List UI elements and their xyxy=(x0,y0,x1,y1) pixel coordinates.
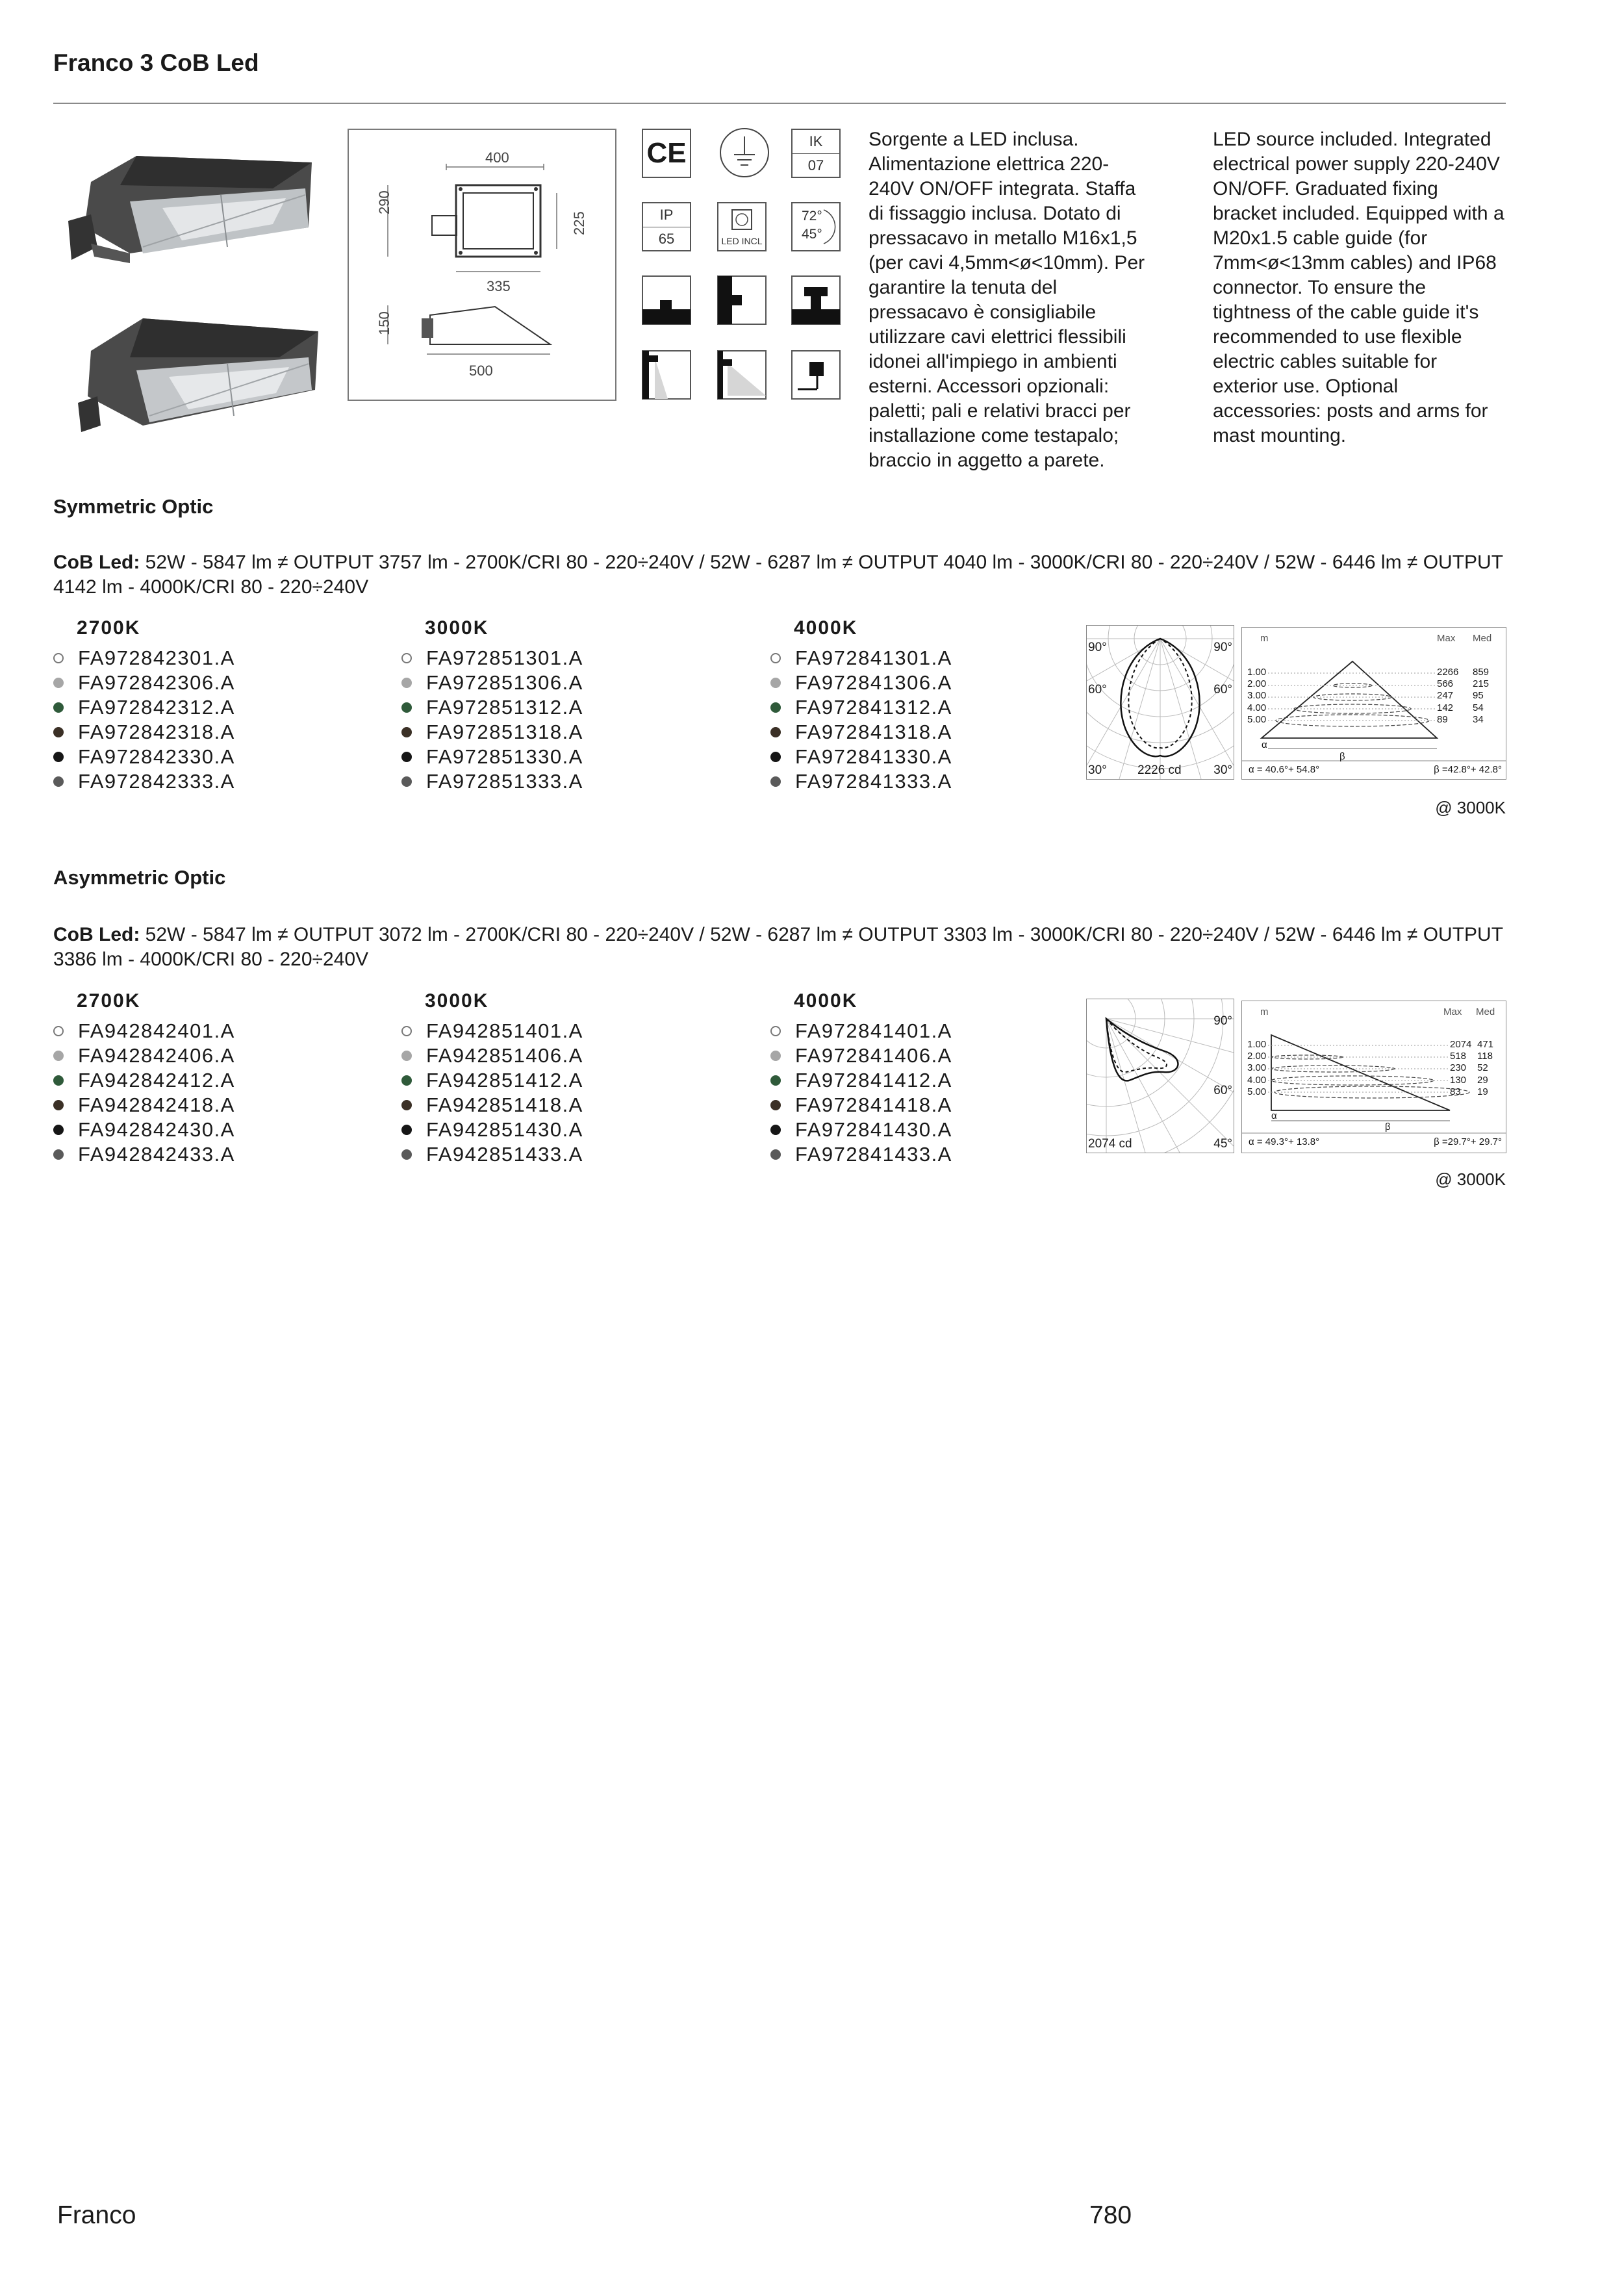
cone-med-label: Med xyxy=(1473,633,1492,644)
code-row xyxy=(770,1093,952,1118)
ground-mount-icon xyxy=(642,275,691,325)
cone-med-value: 54 xyxy=(1473,702,1484,713)
code-row xyxy=(770,745,952,769)
finish-swatch xyxy=(53,678,64,688)
finish-swatch xyxy=(401,678,412,688)
product-code: FA942851412.A xyxy=(426,1069,583,1092)
cone-distance-column xyxy=(1247,667,1266,726)
led-incl-label: LED INCL xyxy=(721,236,763,246)
cone-beta-range: β =42.8°+ 42.8° xyxy=(1434,764,1502,775)
cone-distance: 5.00 xyxy=(1247,713,1267,725)
finish-swatch xyxy=(53,1075,64,1086)
cone-distance: 1.00 xyxy=(1247,667,1267,678)
code-column-2700k xyxy=(53,990,235,1167)
cone-med-value: 215 xyxy=(1473,678,1490,690)
finish-swatch xyxy=(401,752,412,762)
pole-mount-icon xyxy=(791,275,841,325)
code-row xyxy=(53,769,235,794)
product-code: FA972842306.A xyxy=(78,671,235,694)
led-chip-icon xyxy=(718,205,765,237)
cone-max-value: 2266 xyxy=(1437,667,1459,678)
cone-distance: 4.00 xyxy=(1247,1074,1267,1086)
dim-inner-width: 335 xyxy=(487,278,511,294)
cone-distance: 3.00 xyxy=(1247,690,1267,702)
column-heading: 2700K xyxy=(77,617,141,639)
finish-swatch xyxy=(53,1100,64,1110)
code-row xyxy=(770,769,952,794)
cone-max-value: 2074 xyxy=(1450,1039,1472,1050)
angle-bottom: 45° xyxy=(802,227,822,242)
product-code: FA972842330.A xyxy=(78,745,235,768)
finish-swatch xyxy=(770,752,781,762)
finish-swatch xyxy=(770,727,781,737)
ik-rating-badge xyxy=(791,129,841,178)
angle-label: 90° xyxy=(1213,1014,1232,1028)
finish-swatch xyxy=(401,653,412,663)
cob-spec-asymmetric xyxy=(53,923,1506,972)
cone-max-value: 130 xyxy=(1450,1074,1467,1086)
tilt-angle-badge xyxy=(791,202,841,251)
cone-beta: β xyxy=(1385,1121,1391,1132)
code-list xyxy=(401,1019,583,1167)
code-row xyxy=(770,646,952,671)
finish-swatch xyxy=(53,653,64,663)
dim-height-right: 225 xyxy=(571,211,587,235)
ip-rating-badge xyxy=(642,202,691,251)
angle-label: 60° xyxy=(1213,683,1232,696)
code-row xyxy=(53,695,235,720)
cone-alpha-range: α = 49.3°+ 13.8° xyxy=(1249,1136,1320,1147)
finish-swatch xyxy=(770,1125,781,1135)
product-code: FA972851318.A xyxy=(426,721,583,743)
section-heading-symmetric: Symmetric Optic xyxy=(53,495,214,518)
product-code: FA972851306.A xyxy=(426,671,583,694)
finish-swatch xyxy=(53,752,64,762)
led-included-badge xyxy=(717,202,767,251)
code-row xyxy=(401,1043,583,1068)
product-code: FA972841330.A xyxy=(795,745,952,768)
finish-swatch xyxy=(401,1149,412,1160)
angle-label: 60° xyxy=(1088,683,1107,696)
cob-text: 52W - 5847 lm ≠ OUTPUT 3757 lm - 2700K/CRI 80 - 220÷240V / 52W - 6287 lm ≠ OUTPUT 4040 lm - 3000K/CRI 80 - 220÷240V / 52W - 6446 lm ≠ OUTPUT 4142 lm - 4000K/CRI 80 - 220÷240V xyxy=(53,552,1503,598)
cone-distance: 1.00 xyxy=(1247,1039,1267,1050)
cone-max-value: 142 xyxy=(1437,702,1454,713)
product-photo-angled xyxy=(58,305,331,435)
finish-swatch xyxy=(770,1075,781,1086)
cone-med-column xyxy=(1473,667,1489,726)
product-code: FA972841430.A xyxy=(795,1118,952,1141)
cone-med-value: 95 xyxy=(1473,690,1484,702)
code-row xyxy=(53,720,235,745)
code-row xyxy=(53,745,235,769)
code-row xyxy=(401,720,583,745)
product-photo-front xyxy=(58,149,331,279)
code-row xyxy=(770,1142,952,1167)
finish-swatch xyxy=(401,1026,412,1036)
finish-swatch xyxy=(770,1051,781,1061)
ce-mark-icon: CE xyxy=(642,129,691,178)
cone-med-value: 471 xyxy=(1477,1039,1494,1050)
product-code: FA972841318.A xyxy=(795,721,952,743)
product-code: FA942842418.A xyxy=(78,1093,235,1116)
code-row xyxy=(53,671,235,695)
peak-intensity: 2226 cd xyxy=(1137,763,1182,777)
finish-swatch xyxy=(53,702,64,713)
dim-height-left: 290 xyxy=(376,190,392,214)
code-row xyxy=(401,1019,583,1043)
product-code: FA972842301.A xyxy=(78,646,235,669)
column-heading: 2700K xyxy=(77,990,141,1012)
finish-swatch xyxy=(770,702,781,713)
page-title: Franco 3 CoB Led xyxy=(53,49,259,76)
finish-swatch xyxy=(401,1125,412,1135)
finish-swatch xyxy=(53,1026,64,1036)
product-code: FA942842401.A xyxy=(78,1019,235,1042)
cone-distance-column xyxy=(1247,1039,1266,1098)
finish-swatch xyxy=(401,776,412,787)
cone-med-value: 19 xyxy=(1477,1086,1488,1097)
product-code: FA942851418.A xyxy=(426,1093,583,1116)
angle-label: 90° xyxy=(1213,641,1232,654)
cone-beta: β xyxy=(1339,751,1345,762)
code-column-2700k xyxy=(53,617,235,794)
code-column-4000k xyxy=(770,990,952,1167)
cone-max-value: 89 xyxy=(1437,713,1448,725)
code-row xyxy=(401,769,583,794)
cone-max-value: 247 xyxy=(1437,690,1454,702)
cone-med-value: 29 xyxy=(1477,1074,1488,1086)
cone-med-column xyxy=(1477,1039,1493,1098)
product-code: FA972841312.A xyxy=(795,696,952,719)
code-row xyxy=(53,646,235,671)
product-code: FA972841433.A xyxy=(795,1143,952,1166)
finish-swatch xyxy=(53,1149,64,1160)
finish-swatch xyxy=(53,727,64,737)
product-code: FA972851330.A xyxy=(426,745,583,768)
cone-max-value: 566 xyxy=(1437,678,1454,690)
cone-alpha: α xyxy=(1271,1110,1277,1121)
cob-text: 52W - 5847 lm ≠ OUTPUT 3072 lm - 2700K/CRI 80 - 220÷240V / 52W - 6287 lm ≠ OUTPUT 3303 lm - 3000K/CRI 80 - 220÷240V / 52W - 6446 lm ≠ OUTPUT 3386 lm - 4000K/CRI 80 - 220÷240V xyxy=(53,924,1503,970)
column-heading: 3000K xyxy=(425,617,489,639)
dim-side-height: 150 xyxy=(376,311,392,335)
photometric-note: @ 3000K xyxy=(1435,1169,1506,1189)
cone-distance: 3.00 xyxy=(1247,1062,1267,1074)
code-row xyxy=(401,695,583,720)
angle-label: 90° xyxy=(1088,641,1107,654)
ik-label: IK xyxy=(793,130,839,154)
description-english: LED source included. Integrated electrical power supply 220-240V ON/OFF. Graduated fixing bracket included. Equipped with a M20x1.5 cable guide (for 7mm<ø<13mm cables) and IP68 connector. To ensure the tightness of the cable guide it's recommended to use flexible electric cables suitable for exterior use. Optional accessories: posts and arms for mast mounting. xyxy=(1213,129,1504,446)
product-code: FA972841406.A xyxy=(795,1044,952,1067)
code-column-3000k xyxy=(401,617,583,794)
code-row xyxy=(53,1068,235,1093)
cone-max-column xyxy=(1437,667,1458,726)
product-code: FA972841412.A xyxy=(795,1069,952,1092)
finish-swatch xyxy=(53,1051,64,1061)
finish-swatch xyxy=(401,727,412,737)
code-row xyxy=(53,1118,235,1142)
product-code: FA942851430.A xyxy=(426,1118,583,1141)
product-code: FA942842412.A xyxy=(78,1069,235,1092)
cob-label: CoB Led: xyxy=(53,924,140,945)
ground-symbol-icon xyxy=(718,126,771,179)
product-code: FA972841301.A xyxy=(795,646,952,669)
code-row xyxy=(770,1019,952,1043)
cone-distance: 2.00 xyxy=(1247,1051,1267,1062)
column-heading: 4000K xyxy=(794,617,858,639)
code-row xyxy=(401,1118,583,1142)
cone-distance: 2.00 xyxy=(1247,678,1267,690)
product-code: FA972851333.A xyxy=(426,770,583,793)
finish-swatch xyxy=(53,776,64,787)
product-code: FA942851433.A xyxy=(426,1143,583,1166)
finish-swatch xyxy=(401,1075,412,1086)
cone-alpha-range: α = 40.6°+ 54.8° xyxy=(1249,764,1320,775)
code-list xyxy=(53,1019,235,1167)
finish-swatch xyxy=(770,653,781,663)
code-row xyxy=(401,745,583,769)
code-row xyxy=(401,671,583,695)
cone-max-label: Max xyxy=(1437,633,1456,644)
code-column-4000k xyxy=(770,617,952,794)
cone-diagram-asymmetric xyxy=(1241,1001,1506,1153)
code-row xyxy=(770,1118,952,1142)
product-code: FA972842333.A xyxy=(78,770,235,793)
ik-value: 07 xyxy=(807,157,824,173)
beam-side-icon xyxy=(717,350,767,400)
product-code: FA942842430.A xyxy=(78,1118,235,1141)
cob-label: CoB Led: xyxy=(53,552,140,573)
finish-swatch xyxy=(770,678,781,688)
product-code: FA942842406.A xyxy=(78,1044,235,1067)
cone-m-label: m xyxy=(1260,1006,1269,1017)
angle-top: 72° xyxy=(802,209,822,224)
code-row xyxy=(770,720,952,745)
product-code: FA972841418.A xyxy=(795,1093,952,1116)
product-code: FA972842312.A xyxy=(78,696,235,719)
cob-spec-symmetric xyxy=(53,550,1506,600)
finish-swatch xyxy=(401,702,412,713)
peak-intensity: 2074 cd xyxy=(1088,1137,1132,1151)
cone-med-value: 34 xyxy=(1473,713,1484,725)
product-code: FA942842433.A xyxy=(78,1143,235,1166)
cone-max-value: 230 xyxy=(1450,1062,1467,1074)
cone-beta-range: β =29.7°+ 29.7° xyxy=(1434,1136,1502,1147)
cone-max-label: Max xyxy=(1443,1006,1462,1017)
ip-label: IP xyxy=(643,203,690,227)
code-list xyxy=(401,646,583,794)
dimension-drawing xyxy=(348,129,616,401)
code-row xyxy=(770,695,952,720)
product-code: FA942851401.A xyxy=(426,1019,583,1042)
code-row xyxy=(53,1019,235,1043)
product-code: FA972851301.A xyxy=(426,646,583,669)
product-code: FA972842318.A xyxy=(78,721,235,743)
product-code: FA942851406.A xyxy=(426,1044,583,1067)
cone-med-value: 118 xyxy=(1477,1051,1493,1062)
code-column-3000k xyxy=(401,990,583,1167)
column-heading: 3000K xyxy=(425,990,489,1012)
angle-label: 45° xyxy=(1213,1137,1232,1151)
code-list xyxy=(770,1019,952,1167)
product-code: FA972851312.A xyxy=(426,696,583,719)
beam-down-icon xyxy=(642,350,691,400)
wall-mount-icon xyxy=(717,275,767,325)
finish-swatch xyxy=(770,1149,781,1160)
angle-label: 30° xyxy=(1088,763,1107,777)
polar-diagram-asymmetric xyxy=(1086,999,1234,1153)
code-row xyxy=(53,1142,235,1167)
cone-med-value: 859 xyxy=(1473,667,1490,678)
code-row xyxy=(401,1142,583,1167)
code-list xyxy=(53,646,235,794)
code-row xyxy=(53,1093,235,1118)
title-divider xyxy=(53,103,1506,104)
code-row xyxy=(770,671,952,695)
product-code: FA972841306.A xyxy=(795,671,952,694)
code-row xyxy=(401,646,583,671)
cone-m-label: m xyxy=(1260,633,1269,644)
section-heading-asymmetric: Asymmetric Optic xyxy=(53,866,226,889)
code-row xyxy=(53,1043,235,1068)
cone-distance: 5.00 xyxy=(1247,1086,1267,1097)
finish-swatch xyxy=(770,776,781,787)
page-number: 780 xyxy=(1089,2201,1132,2229)
dim-top-width: 400 xyxy=(485,149,509,166)
code-list xyxy=(770,646,952,794)
column-heading: 4000K xyxy=(794,990,858,1012)
cone-alpha: α xyxy=(1262,739,1267,750)
finish-swatch xyxy=(770,1100,781,1110)
cone-max-value: 518 xyxy=(1450,1051,1467,1062)
angle-label: 30° xyxy=(1213,763,1232,777)
code-row xyxy=(401,1068,583,1093)
angle-label: 60° xyxy=(1213,1084,1232,1097)
polar-diagram-symmetric xyxy=(1086,625,1234,780)
cone-diagram-symmetric xyxy=(1241,627,1506,780)
ip-value: 65 xyxy=(658,231,675,247)
finish-swatch xyxy=(401,1100,412,1110)
code-row xyxy=(401,1093,583,1118)
cone-med-label: Med xyxy=(1476,1006,1495,1017)
footer-family-name: Franco xyxy=(57,2201,136,2229)
photometric-note: @ 3000K xyxy=(1435,798,1506,817)
code-row xyxy=(770,1068,952,1093)
finish-swatch xyxy=(401,1051,412,1061)
product-code: FA972841333.A xyxy=(795,770,952,793)
pole-head-icon xyxy=(791,350,841,400)
cone-distance: 4.00 xyxy=(1247,702,1267,713)
code-row xyxy=(770,1043,952,1068)
cone-med-value: 52 xyxy=(1477,1062,1488,1074)
cone-max-column xyxy=(1450,1039,1471,1098)
cone-max-value: 83 xyxy=(1450,1086,1461,1097)
product-code: FA972841401.A xyxy=(795,1019,952,1042)
dim-side-width: 500 xyxy=(469,363,493,379)
finish-swatch xyxy=(770,1026,781,1036)
finish-swatch xyxy=(53,1125,64,1135)
description-italian: Sorgente a LED inclusa. Alimentazione elettrica 220-240V ON/OFF integrata. Staffa di fissaggio inclusa. Dotato di pressacavo in metallo M16x1,5 (per cavi 4,5mm<ø<10mm). Per garantire la tenuta del pressacavo è consigliabile utilizzare cavi elettrici flessibili idonei all'impiego in ambienti esterni. Accessori opzionali: paletti; pali e relativi bracci per installazione come testapalo; braccio in aggetto a parete. xyxy=(869,129,1145,471)
